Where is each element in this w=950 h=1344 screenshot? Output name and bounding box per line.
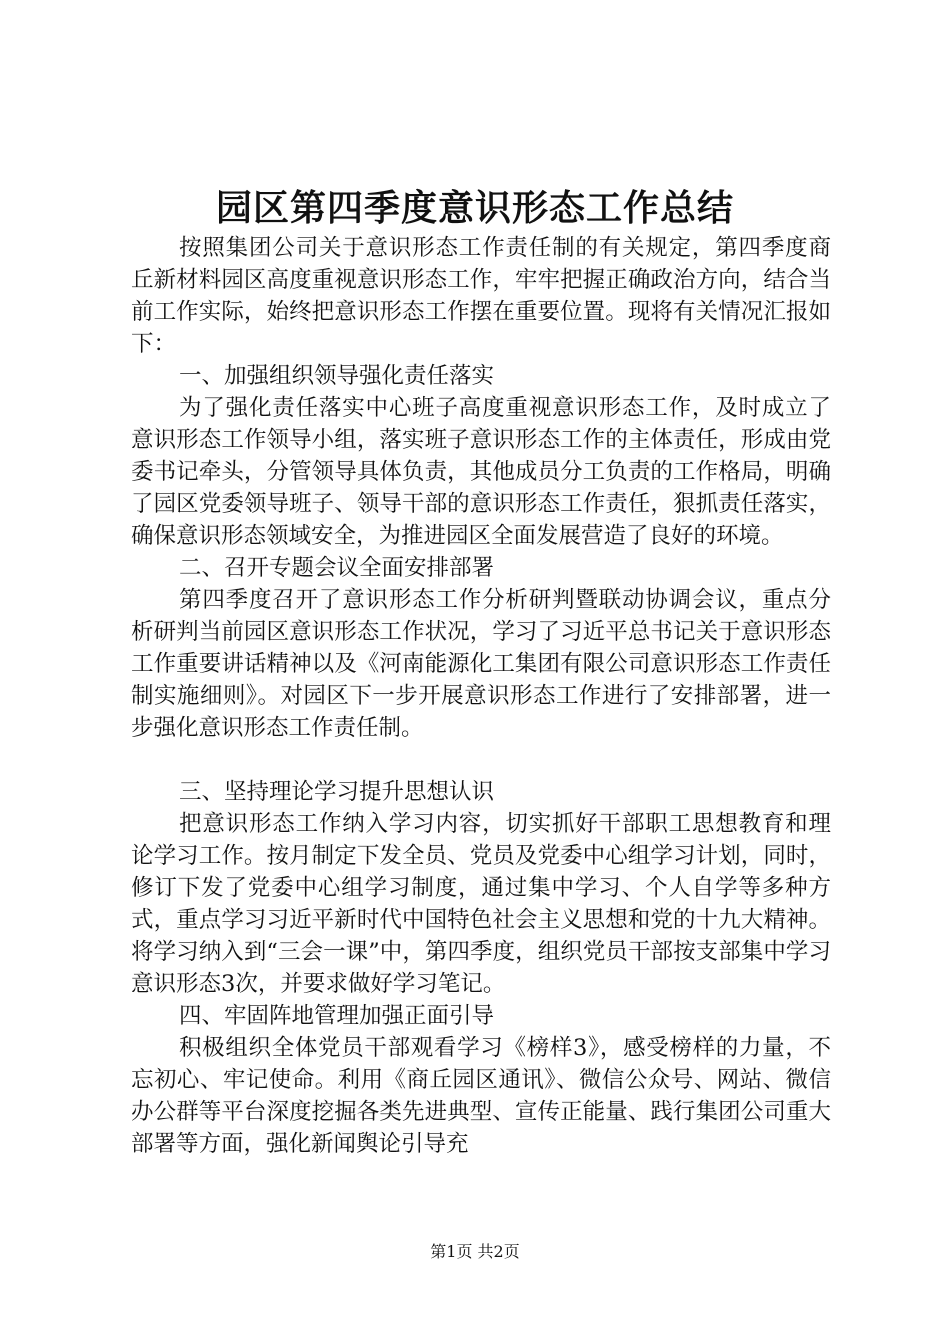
section-4-paragraph: 积极组织全体党员干部观看学习《榜样3》，感受榜样的力量，不忘初心、牢记使命。利用《商丘园区通讯》、微信公众号、网站、微信办公群等平台深度挖掘各类先进典型、宣传正能量、践行集团公司重大部署等方面，强化新闻舆论引导充 (131, 1035, 831, 1157)
section-3-heading: 三、坚持理论学习提升思想认识 (179, 779, 495, 805)
section-4-heading: 四、牢固阵地管理加强正面引导 (179, 1003, 495, 1029)
intro-paragraph: 按照集团公司关于意识形态工作责任制的有关规定，第四季度商丘新材料园区高度重视意识形态工作，牢牢把握正确政治方向，结合当前工作实际，始终把意识形态工作摆在重要位置。现将有关情况汇报如下： (131, 235, 831, 357)
page-number-footer: 第1页 共2页 (430, 1242, 520, 1261)
section-1-paragraph: 为了强化责任落实中心班子高度重视意识形态工作，及时成立了意识形态工作领导小组，落实班子意识形态工作的主体责任，形成由党委书记牵头，分管领导具体负责，其他成员分工负责的工作格局，明确了园区党委领导班子、领导干部的意识形态工作责任，狠抓责任落实，确保意识形态领域安全，为推进园区全面发展营造了良好的环境。 (131, 395, 831, 549)
section-3-paragraph: 把意识形态工作纳入学习内容，切实抓好干部职工思想教育和理论学习工作。按月制定下发全员、党员及党委中心组学习计划，同时，修订下发了党委中心组学习制度，通过集中学习、个人自学等多种方式，重点学习习近平新时代中国特色社会主义思想和党的十九大精神。将学习纳入到“三会一课”中，第四季度，组织党员干部按支部集中学习意识形态3次，并要求做好学习笔记。 (131, 811, 831, 997)
section-2-paragraph: 第四季度召开了意识形态工作分析研判暨联动协调会议，重点分析研判当前园区意识形态工作状况，学习了习近平总书记关于意识形态工作重要讲话精神以及《河南能源化工集团有限公司意识形态工作责任制实施细则》。对园区下一步开展意识形态工作进行了安排部署，进一步强化意识形态工作责任制。 (131, 587, 831, 741)
blank-line (131, 744, 831, 776)
document-title: 园区第四季度意识形态工作总结 (215, 187, 734, 229)
section-2-heading: 二、召开专题会议全面安排部署 (179, 555, 495, 581)
document-body (131, 232, 831, 1160)
section-1-heading: 一、加强组织领导强化责任落实 (179, 363, 495, 389)
